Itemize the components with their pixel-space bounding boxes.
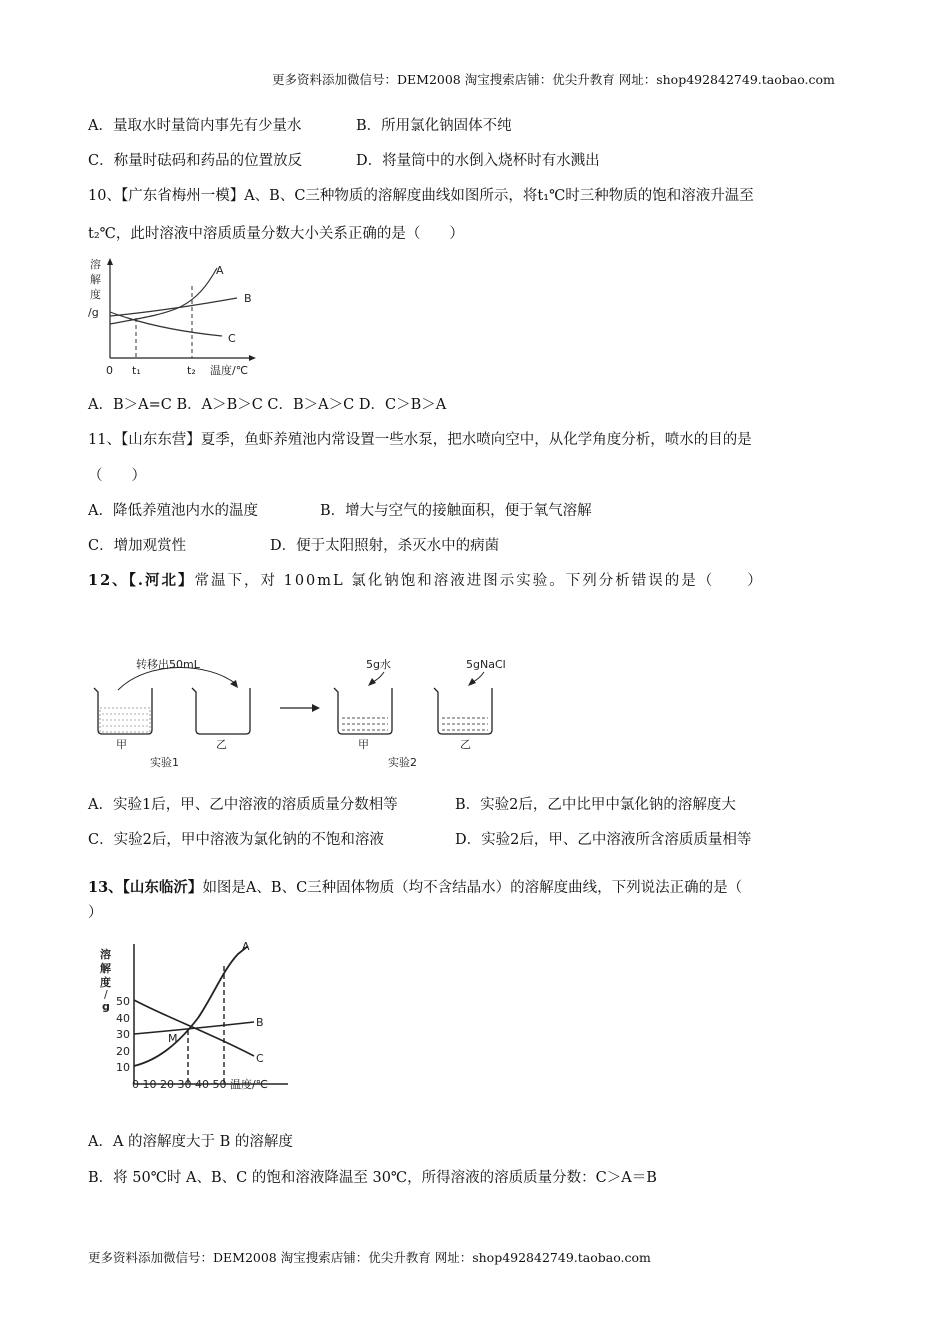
q10-ylabel-2: 解 — [90, 273, 101, 286]
q13-ylabel-3: 度 — [100, 976, 111, 989]
q12-exp1-label: 实验1 — [150, 756, 179, 769]
q9-option-a: A．量取水时量筒内事先有少量水 — [88, 118, 302, 134]
q13-xticks: 0 10 20 30 40 50 温度/℃ — [132, 1078, 269, 1090]
q13-solubility-figure — [88, 934, 298, 1090]
q13-label-a: A — [242, 940, 250, 953]
q13-ylabel-4: / — [104, 988, 108, 1001]
q13-ylabel-1: 溶 — [100, 948, 111, 961]
q13-ytick-30: 30 — [116, 1028, 130, 1041]
q13-option-a: A．A 的溶解度大于 B 的溶解度 — [88, 1134, 293, 1150]
q11-option-d: D．便于太阳照射，杀灭水中的病菌 — [270, 538, 500, 554]
q12-water-arrowhead — [368, 678, 376, 686]
q11-option-a: A．降低养殖池内水的温度 — [88, 503, 258, 519]
q12-nacl-label: 5gNaCl — [466, 658, 506, 671]
q10-origin: 0 — [106, 364, 113, 377]
q12-water-label: 5g水 — [366, 658, 391, 671]
q10-xlabel: 温度/℃ — [210, 364, 249, 377]
q12-beaker-jia-1 — [94, 688, 152, 734]
q10-options: A．B＞A=C B．A＞B＞C C．B＞A＞C D．C＞B＞A — [88, 397, 447, 413]
q10-curve-c — [110, 312, 222, 336]
q13-ylabel-2: 解 — [100, 962, 111, 975]
q10-ylabel-1: 溶 — [90, 258, 101, 271]
q10-curve-a — [110, 268, 217, 324]
q12-nacl-arrowhead — [468, 678, 476, 686]
q12-text: 常温下，对 100mL 氯化钠饱和溶液进图示实验。下列分析错误的是（ ） — [194, 573, 764, 589]
q11-text1: 夏季，鱼虾养殖池内常设置一些水泵，把水喷向空中，从化学角度分析，喷水的目的是 — [200, 432, 752, 448]
q10-text1: A、B、C三种物质的溶解度曲线如图所示，将t₁℃时三种物质的饱和溶液升温至 — [244, 188, 754, 204]
q9-option-c: C．称量时砝码和药品的位置放反 — [88, 153, 303, 169]
q13-label-b: B — [256, 1016, 264, 1029]
q10-label-a: A — [216, 264, 224, 277]
q12-exp2-label: 实验2 — [388, 756, 417, 769]
q11-stem-line1 — [88, 430, 752, 450]
q10-label-c: C — [228, 332, 236, 345]
q10-source: 10、【广东省梅州一模】 — [88, 188, 245, 204]
q12-source: 12、【.河北】 — [88, 572, 195, 589]
q11-source: 11、【山东东营】 — [88, 432, 201, 448]
q12-option-c: C．实验2后，甲中溶液为氯化钠的不饱和溶液 — [88, 832, 384, 848]
q11-option-b: B．增大与空气的接触面积，便于氧气溶解 — [320, 503, 592, 519]
q13-ytick-40: 40 — [116, 1012, 130, 1025]
q12-yi-label-1: 乙 — [216, 738, 227, 751]
q10-stem-line2: t₂℃，此时溶液中溶质质量分数大小关系正确的是（ ） — [88, 226, 464, 242]
q13-stem-line2: ） — [88, 905, 103, 921]
q12-jia-label-2: 甲 — [358, 738, 369, 751]
q10-stem-line1 — [88, 186, 754, 206]
q13-ytick-10: 10 — [116, 1061, 130, 1074]
q13-ytick-20: 20 — [116, 1045, 130, 1058]
q10-ylabel-4: /g — [88, 306, 99, 319]
q13-ylabel-5: g — [102, 1000, 110, 1013]
q12-beaker-yi-1 — [192, 688, 250, 734]
q11-stem-line2: （ ） — [88, 468, 146, 484]
q13-label-c: C — [256, 1052, 264, 1065]
q10-t1-label: t₁ — [132, 364, 141, 377]
q13-stem-line1 — [88, 878, 742, 898]
q12-beaker-jia-2 — [334, 688, 392, 734]
q12-stem — [88, 571, 764, 591]
q12-transfer-arrowhead — [230, 680, 238, 688]
q13-text1: 如图是A、B、C三种固体物质（均不含结晶水）的溶解度曲线，下列说法正确的是（ — [202, 880, 743, 896]
q10-curve-b — [110, 298, 237, 316]
q12-option-a: A．实验1后，甲、乙中溶液的溶质质量分数相等 — [88, 797, 398, 813]
q12-option-d: D．实验2后，甲、乙中溶液所含溶质质量相等 — [455, 832, 752, 848]
q12-beaker-yi-2 — [434, 688, 492, 734]
q13-option-b: B．将 50℃时 A、B、C 的饱和溶液降温至 30℃，所得溶液的溶质质量分数：C＞A＝B — [88, 1170, 657, 1186]
q12-option-b: B．实验2后，乙中比甲中氯化钠的溶解度大 — [455, 797, 736, 813]
q13-ytick-50: 50 — [116, 995, 130, 1008]
q12-jia-label-1: 甲 — [116, 738, 127, 751]
q12-yi-label-2: 乙 — [460, 738, 471, 751]
q13-curve-c — [134, 1000, 254, 1056]
q12-transfer-label: 转移出50mL — [136, 658, 200, 671]
q10-solubility-figure — [82, 254, 282, 384]
q12-experiment-figure — [88, 650, 568, 774]
q10-y-arrow — [107, 258, 113, 265]
q10-label-b: B — [244, 292, 252, 305]
q10-x-arrow — [249, 355, 256, 361]
page-header: 更多资料添加微信号：DEM2008 淘宝搜索店铺：优尖升教育 网址：shop492842749.taobao.com — [272, 72, 835, 87]
q9-option-b: B．所用氯化钠固体不纯 — [356, 118, 512, 134]
q13-curve-a — [134, 946, 248, 1066]
q10-t2-label: t₂ — [187, 364, 196, 377]
page-footer: 更多资料添加微信号：DEM2008 淘宝搜索店铺：优尖升教育 网址：shop492842749.taobao.com — [88, 1250, 651, 1265]
q11-option-c: C．增加观赏性 — [88, 538, 187, 554]
q9-option-d: D．将量筒中的水倒入烧杯时有水溅出 — [356, 153, 600, 169]
q13-label-m: M — [168, 1032, 178, 1045]
q10-ylabel-3: 度 — [90, 288, 101, 301]
q13-source: 13、【山东临沂】 — [88, 879, 203, 896]
q12-process-arrowhead — [312, 704, 320, 712]
